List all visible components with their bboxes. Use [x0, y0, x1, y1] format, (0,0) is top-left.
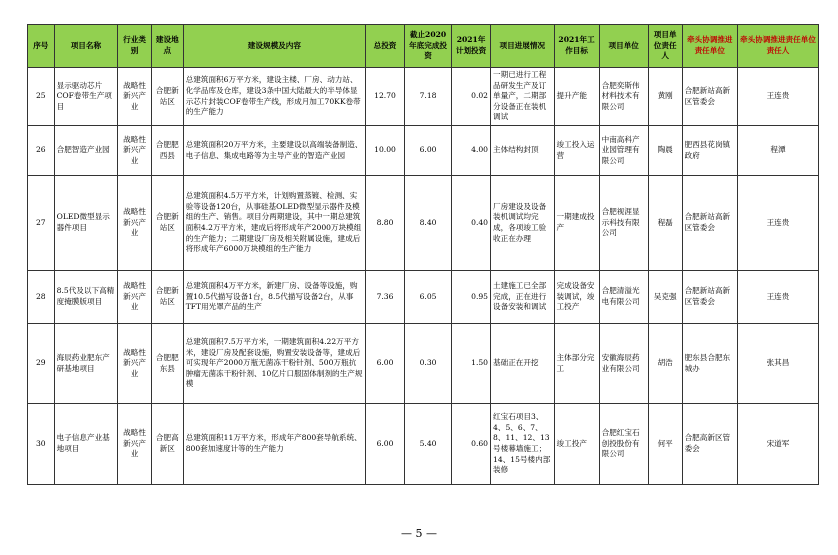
cell-done: 6.00 [404, 126, 451, 176]
cell-done: 0.30 [404, 324, 451, 404]
cell-no: 26 [28, 126, 55, 176]
header-cell: 建设地点 [151, 25, 183, 68]
cell-name: 8.5代及以下高精度掩膜版项目 [54, 271, 118, 324]
table-row [28, 324, 819, 404]
cell-progress: 红宝石项目3、4、5、6、7、8、11、12、13号楼幕墙施工；14、15号楼内部装修 [491, 404, 555, 485]
cell-content: 总建筑面积7.5万平方米，一期建筑面积4.22万平方米，建设厂房及配套设施，购置安装设备等，建成后可实现年产2000万瓶无菌冻干粉针剂、500万瓶抗肿瘤无菌冻干粉针剂、10亿片口服固体制剂的生产规模 [183, 324, 365, 404]
cell-unit: 合肥清溢光电有限公司 [599, 271, 648, 324]
cell-unit: 安徽海辰药业有限公司 [599, 324, 648, 404]
cell-name: 海辰药业肥东产研基地项目 [54, 324, 118, 404]
cell-name: 电子信息产业基地项目 [54, 404, 118, 485]
cell-progress: 基础正在开挖 [491, 324, 555, 404]
cell-content: 总建筑面积11万平方米，形成年产800套导航系统、800套加速度计等的生产能力 [183, 404, 365, 485]
cell-unit: 合肥视涯显示科技有限公司 [599, 176, 648, 271]
cell-location: 合肥新站区 [151, 271, 183, 324]
cell-location: 合肥高新区 [151, 404, 183, 485]
cell-coord-leader: 王连贵 [737, 68, 818, 126]
cell-unit: 合肥红宝石创投股份有限公司 [599, 404, 648, 485]
cell-name: OLED微型显示器件项目 [54, 176, 118, 271]
cell-content: 总建筑面积6万平方米，建设主楼、厂房、动力站、化学品库及仓库，建设3条中国大陆最大的半导体显示芯片封装COF卷带生产线，形成月加工70KK卷带的生产能力 [183, 68, 365, 126]
cell-coord-leader: 王连贵 [737, 271, 818, 324]
header-cell: 建设规模及内容 [183, 25, 365, 68]
cell-goal: 一期建成投产 [554, 176, 599, 271]
header-cell: 2021年工作目标 [554, 25, 599, 68]
table-row [28, 126, 819, 176]
cell-coord-leader: 张其昌 [737, 324, 818, 404]
cell-no: 25 [28, 68, 55, 126]
cell-location: 合肥肥西县 [151, 126, 183, 176]
cell-goal: 主体部分完工 [554, 324, 599, 404]
cell-coord: 肥东县合肥东城办 [682, 324, 737, 404]
cell-unit: 合肥奕斯伟材料技术有限公司 [599, 68, 648, 126]
cell-plan: 0.40 [452, 176, 491, 271]
cell-done: 6.05 [404, 271, 451, 324]
header-cell: 项目名称 [54, 25, 118, 68]
cell-leader: 吴克强 [648, 271, 682, 324]
cell-plan: 1.50 [452, 324, 491, 404]
cell-industry: 战略性新兴产业 [118, 404, 152, 485]
cell-goal: 竣工投产 [554, 404, 599, 485]
cell-no: 30 [28, 404, 55, 485]
cell-coord: 肥西县花岗镇政府 [682, 126, 737, 176]
cell-name: 显示驱动芯片COF卷带生产项目 [54, 68, 118, 126]
cell-goal: 竣工投入运营 [554, 126, 599, 176]
cell-plan: 4.00 [452, 126, 491, 176]
cell-industry: 战略性新兴产业 [118, 271, 152, 324]
cell-location: 合肥新站区 [151, 68, 183, 126]
cell-industry: 战略性新兴产业 [118, 176, 152, 271]
cell-progress: 主体结构封顶 [491, 126, 555, 176]
cell-content: 总建筑面积4.5万平方米，计划购置蒸镀、检测、实验等设备120台，从事硅基OLED微型显示器件及模组的生产、销售。项目分两期建设，其中一期总建筑面积4.2万平方米，建成后将形成年产2000万块模组的生产能力；二期建设厂房及相关附属设施，建成后将形成年产6000万块模组的生产能力 [183, 176, 365, 271]
cell-name: 合肥智造产业园 [54, 126, 118, 176]
cell-leader: 黄刚 [648, 68, 682, 126]
cell-plan: 0.02 [452, 68, 491, 126]
cell-industry: 战略性新兴产业 [118, 324, 152, 404]
header-cell: 牵头协调推进责任单位责任人 [737, 25, 818, 68]
cell-total: 6.00 [366, 324, 405, 404]
cell-goal: 完成设备安装调试，竣工投产 [554, 271, 599, 324]
cell-total: 10.00 [366, 126, 405, 176]
cell-industry: 战略性新兴产业 [118, 126, 152, 176]
cell-plan: 0.60 [452, 404, 491, 485]
cell-no: 29 [28, 324, 55, 404]
cell-plan: 0.95 [452, 271, 491, 324]
header-row [28, 25, 819, 68]
cell-coord-leader: 宋道军 [737, 404, 818, 485]
cell-coord: 合肥新站高新区管委会 [682, 68, 737, 126]
cell-progress: 土建施工已全部完成，正在进行设备安装和调试 [491, 271, 555, 324]
cell-industry: 战略性新兴产业 [118, 68, 152, 126]
cell-total: 7.36 [366, 271, 405, 324]
project-table [27, 24, 819, 485]
table-row [28, 176, 819, 271]
header-cell: 截止2020年底完成投资 [404, 25, 451, 68]
cell-content: 总建筑面积20万平方米，主要建设以高端装备制造、电子信息、集成电路等为主导产业的智造产业园 [183, 126, 365, 176]
cell-coord: 合肥新站高新区管委会 [682, 271, 737, 324]
header-cell: 2021年计划投资 [452, 25, 491, 68]
header-cell: 项目单位 [599, 25, 648, 68]
cell-leader: 胡浩 [648, 324, 682, 404]
header-cell: 项目单位责任人 [648, 25, 682, 68]
cell-coord-leader: 王连贵 [737, 176, 818, 271]
cell-total: 12.70 [366, 68, 405, 126]
page-number: — 5 — [401, 527, 437, 540]
header-cell: 项目进展情况 [491, 25, 555, 68]
table-row [28, 271, 819, 324]
cell-done: 8.40 [404, 176, 451, 271]
header-cell: 牵头协调推进责任单位 [682, 25, 737, 68]
cell-leader: 程磊 [648, 176, 682, 271]
cell-coord: 合肥新站高新区管委会 [682, 176, 737, 271]
cell-leader: 陶晨 [648, 126, 682, 176]
cell-location: 合肥肥东县 [151, 324, 183, 404]
cell-goal: 提升产能 [554, 68, 599, 126]
cell-coord-leader: 程潭 [737, 126, 818, 176]
cell-progress: 一期已进行工程品研发生产及订单量产，二期部分设备正在装机调试 [491, 68, 555, 126]
header-cell: 行业类别 [118, 25, 152, 68]
cell-location: 合肥新站区 [151, 176, 183, 271]
table-row [28, 68, 819, 126]
cell-progress: 厂房建设及设备装机调试均完成，各项竣工验收正在办理 [491, 176, 555, 271]
header-cell: 总投资 [366, 25, 405, 68]
cell-leader: 何平 [648, 404, 682, 485]
cell-total: 6.00 [366, 404, 405, 485]
cell-unit: 中南高科产业园管理有限公司 [599, 126, 648, 176]
cell-coord: 合肥高新区管委会 [682, 404, 737, 485]
cell-content: 总建筑面积4万平方米，新建厂房、设备等设施，购置10.5代描写设备1台，8.5代描写设备2台，从事TFT用光罩产品的生产 [183, 271, 365, 324]
cell-done: 7.18 [404, 68, 451, 126]
cell-no: 28 [28, 271, 55, 324]
cell-total: 8.80 [366, 176, 405, 271]
cell-no: 27 [28, 176, 55, 271]
table-row [28, 404, 819, 485]
cell-done: 5.40 [404, 404, 451, 485]
header-cell: 序号 [28, 25, 55, 68]
